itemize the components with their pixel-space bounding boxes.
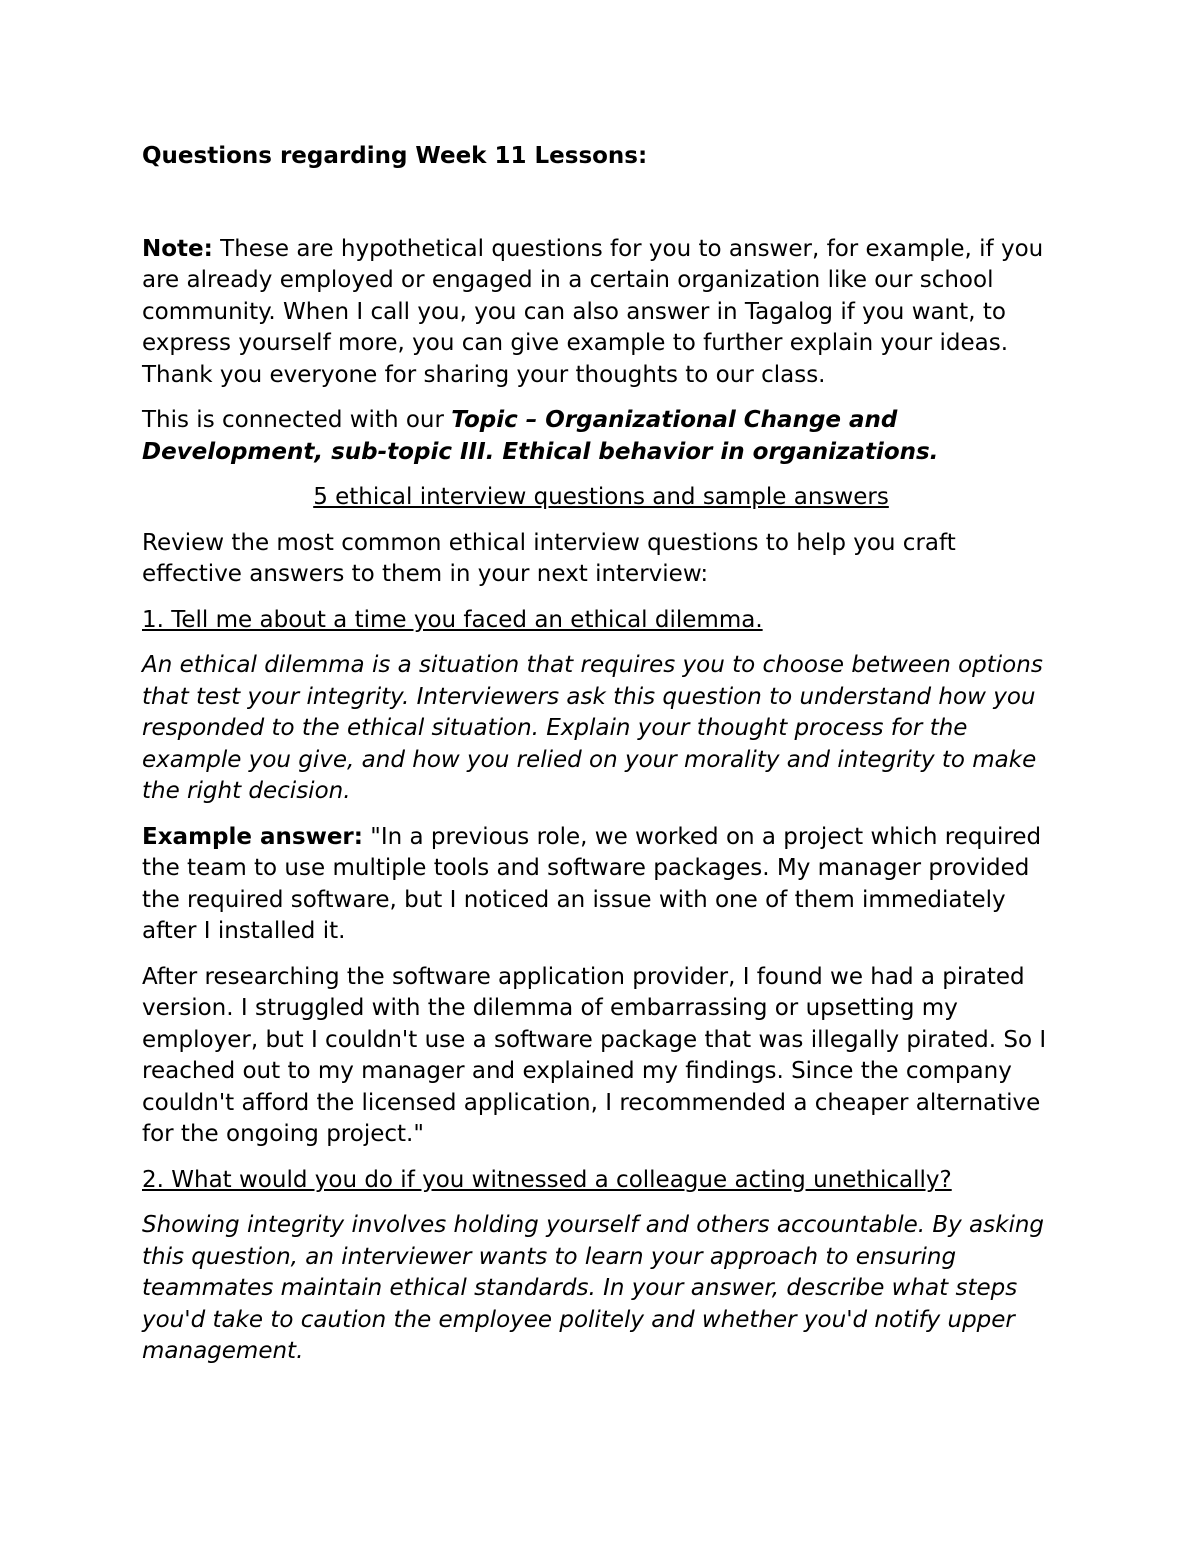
question-2-explanation: Showing integrity involves holding yourself and others accountable. By asking this question, an interviewer wants to learn your approach to ensuring teammates maintain ethical standards. In your answer, describe what steps you'd take to caution the employee politely and whether you'd notify upper management. — [142, 1212, 1045, 1364]
question-1-explanation: An ethical dilemma is a situation that requires you to choose between options that test your integrity. Interviewers ask this question to understand how you responded to the ethical situation. Explain your thought process for the example you give, and how you relied on your morality and integrity to make the right decision. — [142, 652, 1043, 804]
document-title: Questions regarding Week 11 Lessons: — [142, 143, 648, 169]
question-1-heading: 1. Tell me about a time you faced an ethical dilemma. — [142, 606, 763, 633]
question-1-example-continued: After researching the software application provider, I found we had a pirated version. I struggled with the dilemma of embarrassing or upsetting my employer, but I couldn't use a software package that was illegally pirated. So I reached out to my manager and explained my findings. Since the company couldn't afford the licensed application, I recommended a cheaper alternative for the ongoing project." — [142, 963, 1047, 1147]
document-page — [142, 141, 1060, 1368]
example-label: Example answer: — [142, 823, 363, 850]
topic-name: Topic – Organizational Change and Development, sub-topic III. Ethical behavior in organizations. — [142, 407, 939, 465]
question-2-heading: 2. What would you do if you witnessed a colleague acting unethically? — [142, 1166, 952, 1193]
topic-prefix: This is connected with our — [142, 407, 452, 433]
note-label: Note: — [142, 235, 213, 262]
intro-paragraph: Review the most common ethical interview questions to help you craft effective answers to them in your next interview: — [142, 529, 956, 587]
question-1-example — [142, 822, 1060, 948]
note-paragraph — [142, 234, 1060, 392]
topic-paragraph — [142, 405, 1060, 468]
section-heading: 5 ethical interview questions and sample answers — [313, 484, 889, 510]
note-text: These are hypothetical questions for you to answer, for example, if you are already employed or engaged in a certain organization like our school community. When I call you, you can also answer in Tagalog if you want, to express yourself more, you can give example to further explain your ideas. Thank you everyone for sharing your thoughts to our class. — [142, 235, 1044, 388]
example-text: "In a previous role, we worked on a project which required the team to use multiple tools and software packages. My manager provided the required software, but I noticed an issue with one of them immediately after I installed it. — [142, 823, 1042, 944]
